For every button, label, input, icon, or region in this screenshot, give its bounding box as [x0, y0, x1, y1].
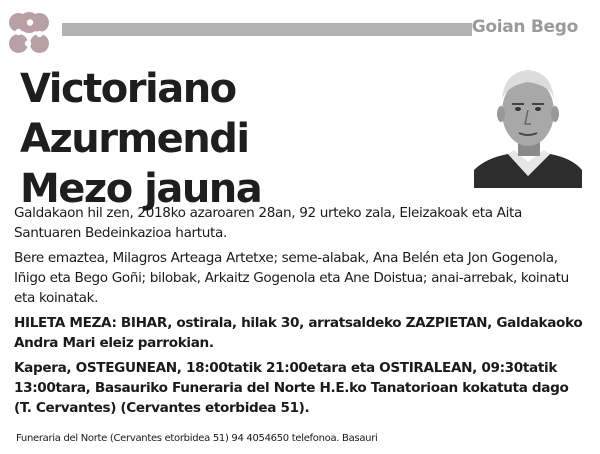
family-paragraph: Bere emaztea, Milagros Arteaga Artetxe; seme-alabak, Ana Belén eta Jon Gogenola, Iñigo eta Bego Goñi; bilobak, Arkaitz Gogenola eta Ane Doistua; anai-arrebak, koinatu eta koinatak.	[14, 250, 569, 306]
funeral-home-footer: Funeraria del Norte (Cervantes etorbidea 51) 94 4054650 telefonoa. Basauri	[16, 433, 378, 444]
death-paragraph: Galdakaon hil zen, 2018ko azaroaren 28an, 92 urteko zala, Eleizakoak eta Aita Santuaren Bedeinkazioa hartuta.	[14, 205, 522, 241]
portrait-photo	[474, 58, 582, 188]
name-line-1: Victoriano Azurmendi	[20, 66, 249, 162]
chapel-paragraph: Kapera, OSTEGUNEAN, 18:00tatik 21:00etara eta OSTIRALEAN, 09:30tatik 13:00tara, Basauriko Funeraria del Norte H.E.ko Tanatorioan kokatuta dago (T. Cervantes) (Cervantes etorbidea 51).	[14, 360, 569, 416]
header-bar	[62, 23, 472, 36]
notice-body	[14, 203, 586, 423]
lauburu-icon	[6, 10, 52, 56]
funeral-mass-paragraph: HILETA MEZA: BIHAR, ostirala, hilak 30, arratsaldeko ZAZPIETAN, Galdakaoko Andra Mari eleiz parrokian.	[14, 315, 583, 351]
name-line-2: Mezo jauna	[20, 166, 262, 212]
deceased-name	[20, 64, 470, 214]
brand-title: Goian Bego	[471, 17, 578, 37]
